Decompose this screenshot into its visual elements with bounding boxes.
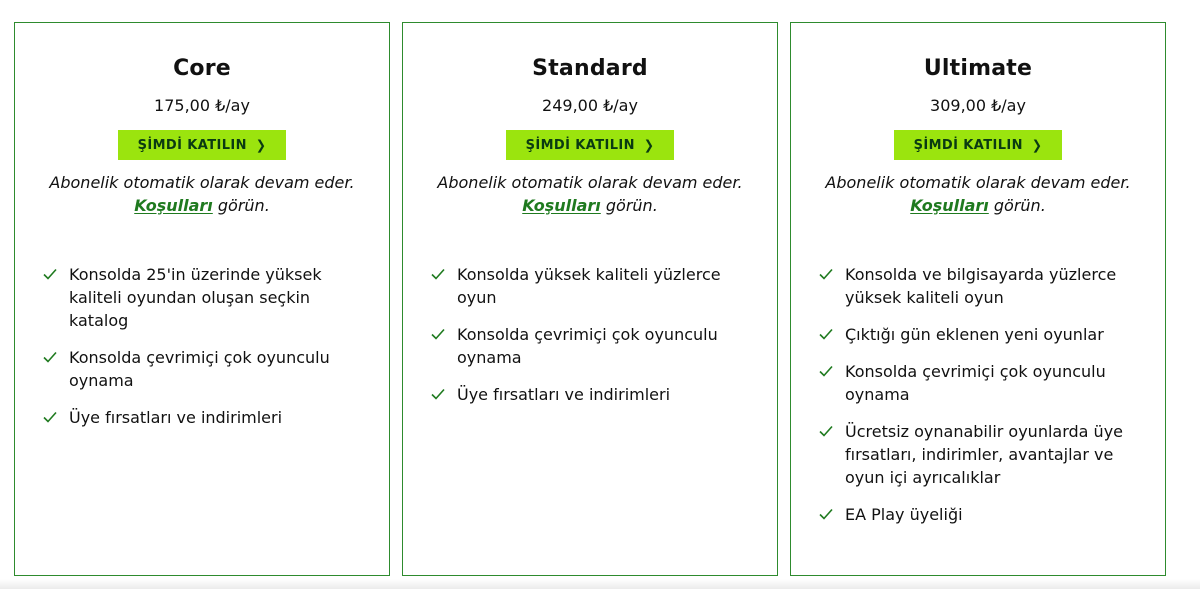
join-now-label: ŞİMDİ KATILIN xyxy=(913,137,1023,153)
join-now-label: ŞİMDİ KATILIN xyxy=(137,137,247,153)
check-icon xyxy=(819,267,833,281)
feature-text: Konsolda yüksek kaliteli yüzlerce oyun xyxy=(457,265,721,307)
plan-card-core xyxy=(14,22,390,576)
check-icon xyxy=(431,327,445,341)
check-icon xyxy=(819,507,833,521)
terms-link[interactable]: Koşulları xyxy=(910,196,989,215)
check-icon xyxy=(43,350,57,364)
check-icon xyxy=(43,267,57,281)
terms-suffix: görün. xyxy=(988,196,1046,215)
feature-item xyxy=(431,383,753,406)
feature-text: Konsolda 25'in üzerinde yüksek kaliteli oyundan oluşan seçkin katalog xyxy=(69,265,322,330)
feature-item xyxy=(819,360,1141,406)
chevron-right-icon: ❯ xyxy=(643,137,655,153)
terms-link[interactable]: Koşulları xyxy=(522,196,601,215)
terms-link[interactable]: Koşulları xyxy=(134,196,213,215)
chevron-right-icon: ❯ xyxy=(1031,137,1043,153)
feature-text: EA Play üyeliği xyxy=(845,505,963,524)
feature-list xyxy=(791,263,1165,526)
feature-list xyxy=(403,263,777,406)
plan-title: Standard xyxy=(532,56,648,81)
plan-price: 309,00 ₺/ay xyxy=(930,96,1026,115)
feature-item xyxy=(43,406,365,429)
check-icon xyxy=(819,424,833,438)
chevron-right-icon: ❯ xyxy=(255,137,267,153)
terms-text: Abonelik otomatik olarak devam eder. xyxy=(825,173,1131,192)
check-icon xyxy=(819,327,833,341)
feature-item xyxy=(819,323,1141,346)
join-now-button[interactable] xyxy=(118,130,287,160)
feature-text: Konsolda çevrimiçi çok oyunculu oynama xyxy=(845,362,1106,404)
subscription-terms xyxy=(791,171,1165,217)
terms-suffix: görün. xyxy=(600,196,658,215)
check-icon xyxy=(43,410,57,424)
feature-item xyxy=(43,263,365,332)
plan-card-ultimate xyxy=(790,22,1166,576)
plan-price: 249,00 ₺/ay xyxy=(542,96,638,115)
join-now-button[interactable] xyxy=(894,130,1063,160)
feature-item xyxy=(819,420,1141,489)
check-icon xyxy=(819,364,833,378)
feature-text: Konsolda ve bilgisayarda yüzlerce yüksek kaliteli oyun xyxy=(845,265,1117,307)
terms-text: Abonelik otomatik olarak devam eder. xyxy=(49,173,355,192)
terms-suffix: görün. xyxy=(212,196,270,215)
join-now-button[interactable] xyxy=(506,130,675,160)
feature-item xyxy=(819,503,1141,526)
feature-list xyxy=(15,263,389,429)
subscription-terms xyxy=(403,171,777,217)
plan-cards xyxy=(14,22,1166,576)
feature-text: Konsolda çevrimiçi çok oyunculu oynama xyxy=(457,325,718,367)
feature-text: Konsolda çevrimiçi çok oyunculu oynama xyxy=(69,348,330,390)
check-icon xyxy=(431,387,445,401)
feature-text: Üye fırsatları ve indirimleri xyxy=(69,408,283,427)
plan-title: Ultimate xyxy=(923,56,1033,81)
feature-item xyxy=(819,263,1141,309)
subscription-terms xyxy=(15,171,389,217)
feature-item xyxy=(431,263,753,309)
terms-text: Abonelik otomatik olarak devam eder. xyxy=(437,173,743,192)
feature-text: Üye fırsatları ve indirimleri xyxy=(457,385,671,404)
feature-text: Ücretsiz oynanabilir oyunlarda üye fırsatları, indirimler, avantajlar ve oyun içi ayrıcalıklar xyxy=(845,422,1124,487)
plan-card-standard xyxy=(402,22,778,576)
feature-item xyxy=(431,323,753,369)
feature-item xyxy=(43,346,365,392)
join-now-label: ŞİMDİ KATILIN xyxy=(525,137,635,153)
check-icon xyxy=(431,267,445,281)
plan-price: 175,00 ₺/ay xyxy=(154,96,250,115)
page-bottom-shadow xyxy=(0,579,1200,589)
plan-title: Core xyxy=(173,56,231,81)
feature-text: Çıktığı gün eklenen yeni oyunlar xyxy=(845,325,1104,344)
